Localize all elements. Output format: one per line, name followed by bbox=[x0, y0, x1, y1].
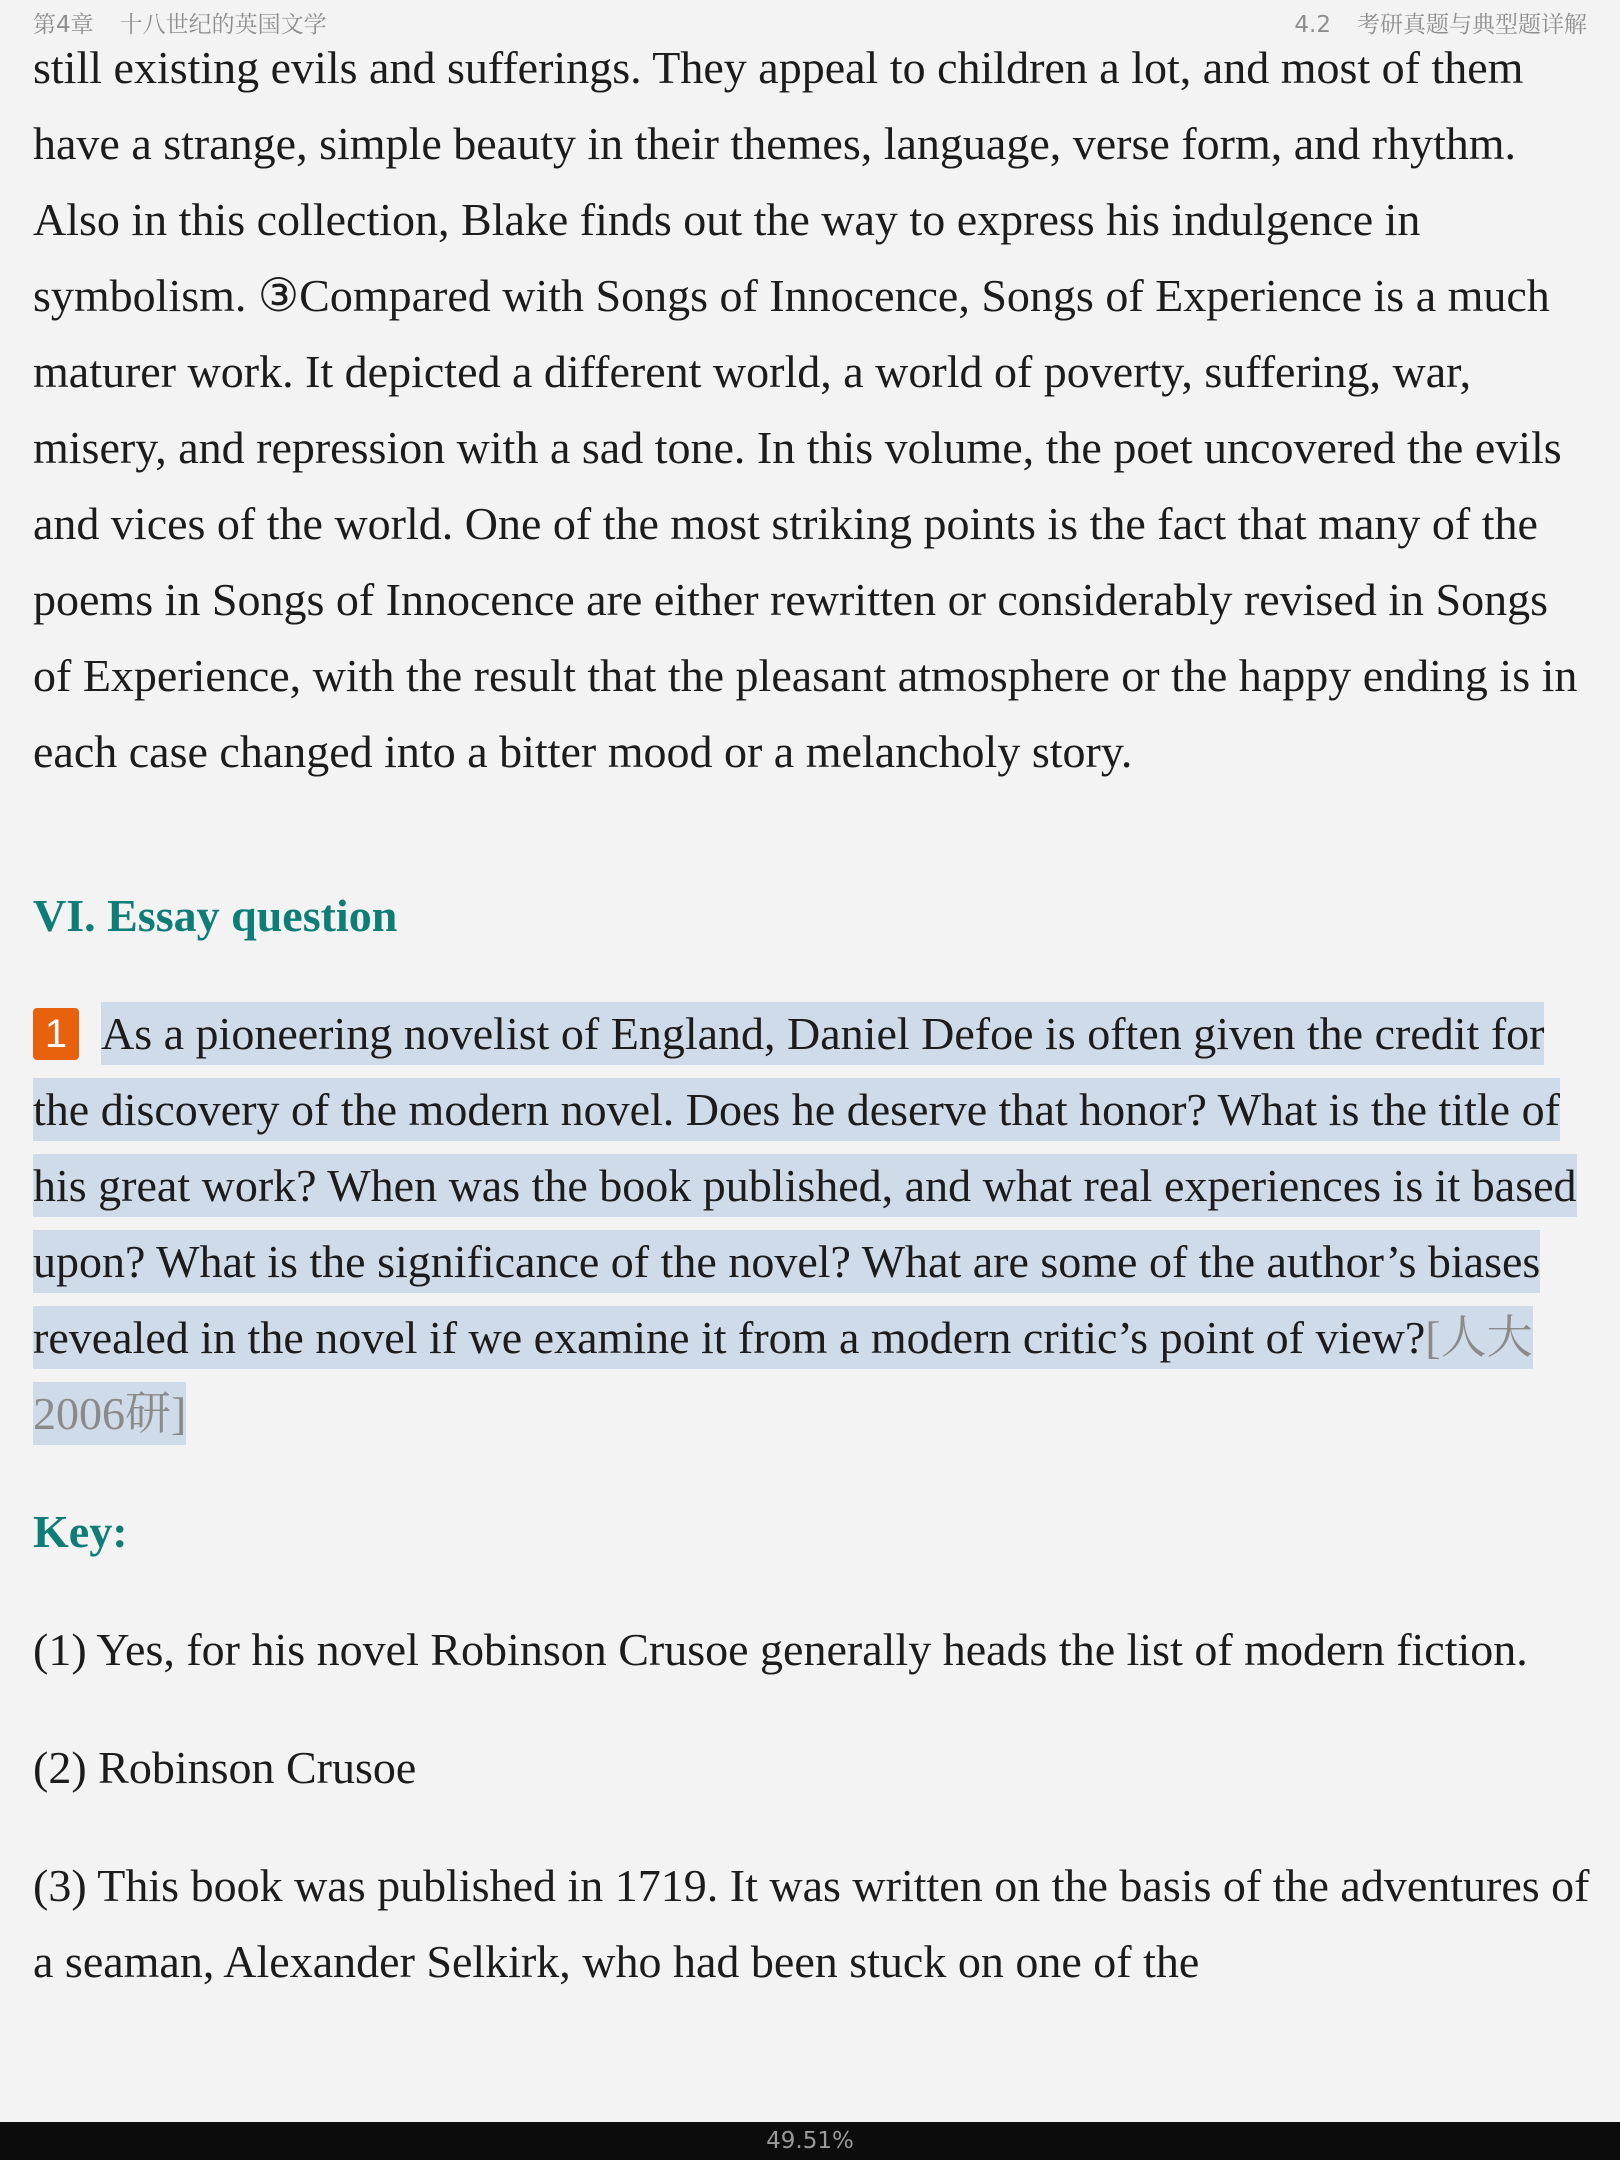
chapter-number: 第4章 bbox=[33, 12, 94, 38]
chapter-title: 十八世纪的英国文学 bbox=[119, 12, 327, 38]
section-number: 4.2 bbox=[1294, 12, 1331, 38]
intro-paragraph[interactable]: still existing evils and sufferings. They appeal to children a lot, and most of them have a strange, simple beauty in their themes, language, verse form, and rhythm. Also in this collection, Blake finds out the way to express his indulgence in symbolism. ③Compared with Songs of Innocence, Songs of Experience is a much maturer work. It depicted a different world, a world of poverty, suffering, war, misery, and repression with a sad tone. In this volume, the poet uncovered the evils and vices of the world. One of the most striking points is the fact that many of the poems in Songs of Innocence are either rewritten or considerably revised in Songs of Experience, with the result that the pleasant atmosphere or the happy ending is in each case changed into a bitter mood or a melancholy story. bbox=[33, 42, 1578, 777]
answer-item[interactable]: (1) Yes, for his novel Robinson Crusoe generally heads the list of modern fiction. bbox=[33, 1624, 1528, 1675]
question-number-badge: 1 bbox=[33, 1008, 79, 1060]
reading-progress-percent: 49.51% bbox=[766, 2128, 854, 2154]
reading-progress-bar bbox=[0, 2122, 1620, 2160]
answer-item[interactable]: (2) Robinson Crusoe bbox=[33, 1742, 417, 1793]
page-content[interactable] bbox=[33, 30, 1593, 2000]
question-source: [人大2006研] bbox=[33, 1312, 1533, 1439]
section-title: 考研真题与典型题详解 bbox=[1357, 12, 1587, 38]
question-text: As a pioneering novelist of England, Daniel Defoe is often given the credit for the discovery of the modern novel. Does he deserve that honor? What is the title of his great work? When was the book published, and what real experiences is it based upon? What is the significance of the novel? What are some of the author’s biases revealed in the novel if we examine it from a modern critic’s point of view? bbox=[33, 1008, 1577, 1363]
highlighted-question-text[interactable] bbox=[33, 1002, 1577, 1445]
essay-question[interactable] bbox=[33, 996, 1593, 1452]
answer-item[interactable]: (3) This book was published in 1719. It was written on the basis of the adventures of a seaman, Alexander Selkirk, who had been stuck on one of the bbox=[33, 1860, 1590, 1987]
section-heading: VI. Essay question bbox=[33, 890, 398, 941]
key-heading: Key: bbox=[33, 1506, 128, 1557]
